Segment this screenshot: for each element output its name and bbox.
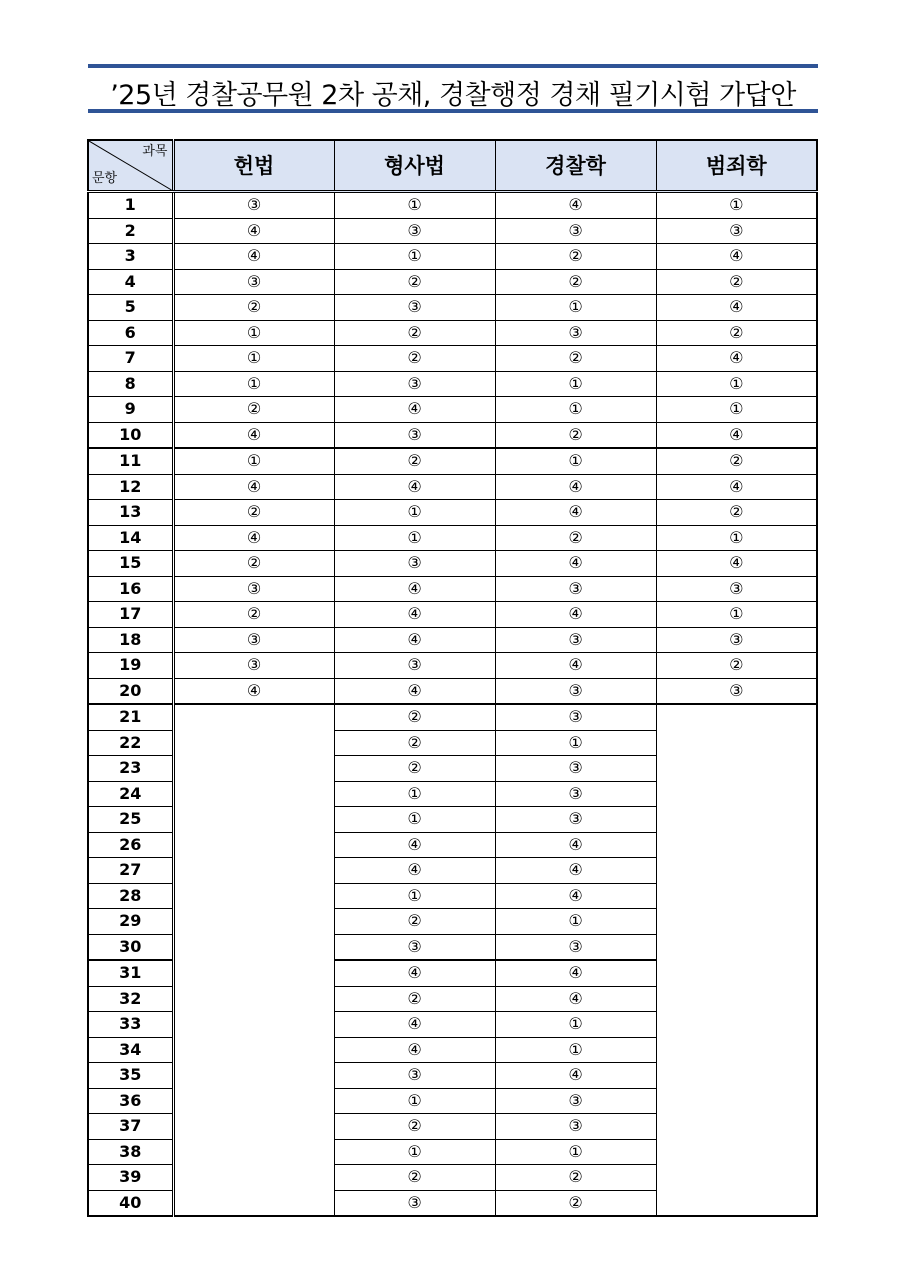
table-row — [88, 295, 817, 321]
answer-cell-police-science: ① — [495, 1139, 656, 1165]
answer-cell-criminal-law: ① — [334, 1088, 495, 1114]
answer-cell-criminology: ④ — [656, 422, 817, 448]
question-number: 36 — [88, 1088, 173, 1114]
question-number: 37 — [88, 1114, 173, 1140]
answer-cell-criminal-law: ④ — [334, 474, 495, 500]
question-number: 23 — [88, 756, 173, 782]
answer-cell-criminal-law: ② — [334, 756, 495, 782]
answer-cell-constitution: ② — [173, 500, 334, 526]
question-number: 32 — [88, 986, 173, 1012]
answer-cell-constitution: ③ — [173, 627, 334, 653]
answer-cell-criminal-law: ③ — [334, 653, 495, 679]
question-number: 40 — [88, 1190, 173, 1216]
question-number: 1 — [88, 192, 173, 219]
question-number: 8 — [88, 371, 173, 397]
answer-cell-constitution: ③ — [173, 576, 334, 602]
table-row — [88, 602, 817, 628]
answer-cell-police-science: ② — [495, 269, 656, 295]
question-number: 31 — [88, 960, 173, 986]
answer-cell-police-science: ④ — [495, 986, 656, 1012]
answer-cell-constitution: ② — [173, 551, 334, 577]
subject-header-criminology: 범죄학 — [656, 140, 817, 192]
answer-cell-constitution: ② — [173, 602, 334, 628]
table-row — [88, 551, 817, 577]
answer-cell-criminal-law: ③ — [334, 1063, 495, 1089]
empty-cell-criminology — [656, 704, 817, 1216]
answer-cell-criminal-law: ① — [334, 500, 495, 526]
answer-cell-police-science: ④ — [495, 960, 656, 986]
answer-cell-criminal-law: ② — [334, 1114, 495, 1140]
answer-cell-criminal-law: ④ — [334, 1012, 495, 1038]
table-row — [88, 576, 817, 602]
answer-cell-criminal-law: ③ — [334, 295, 495, 321]
question-number: 7 — [88, 346, 173, 372]
question-number: 11 — [88, 448, 173, 474]
answer-cell-criminology: ① — [656, 192, 817, 219]
answer-cell-criminal-law: ① — [334, 781, 495, 807]
corner-question-label: 문항 — [92, 171, 118, 186]
question-number: 4 — [88, 269, 173, 295]
answer-cell-criminal-law: ① — [334, 525, 495, 551]
answer-table-body — [88, 192, 817, 1217]
answer-cell-police-science: ③ — [495, 756, 656, 782]
question-number: 3 — [88, 244, 173, 270]
answer-cell-police-science: ② — [495, 346, 656, 372]
answer-cell-criminal-law: ③ — [334, 422, 495, 448]
question-number: 27 — [88, 858, 173, 884]
answer-cell-criminal-law: ③ — [334, 218, 495, 244]
answer-cell-police-science: ④ — [495, 832, 656, 858]
table-row — [88, 269, 817, 295]
answer-cell-police-science: ③ — [495, 1088, 656, 1114]
answer-cell-police-science: ④ — [495, 653, 656, 679]
answer-cell-constitution: ③ — [173, 653, 334, 679]
answer-cell-criminology: ① — [656, 602, 817, 628]
question-number: 24 — [88, 781, 173, 807]
answer-table — [87, 139, 818, 1217]
question-number: 22 — [88, 730, 173, 756]
answer-cell-constitution: ④ — [173, 422, 334, 448]
answer-cell-police-science: ③ — [495, 576, 656, 602]
answer-cell-constitution: ④ — [173, 525, 334, 551]
answer-cell-criminology: ④ — [656, 244, 817, 270]
answer-cell-criminology: ② — [656, 320, 817, 346]
question-number: 14 — [88, 525, 173, 551]
answer-cell-criminal-law: ④ — [334, 1037, 495, 1063]
header-row — [88, 140, 817, 192]
answer-cell-criminology: ③ — [656, 576, 817, 602]
answer-cell-constitution: ④ — [173, 474, 334, 500]
question-number: 9 — [88, 397, 173, 423]
answer-cell-police-science: ③ — [495, 934, 656, 960]
question-number: 6 — [88, 320, 173, 346]
answer-cell-criminal-law: ② — [334, 320, 495, 346]
answer-cell-criminology: ③ — [656, 678, 817, 704]
question-number: 29 — [88, 909, 173, 935]
question-number: 20 — [88, 678, 173, 704]
answer-cell-criminal-law: ② — [334, 1165, 495, 1191]
table-row — [88, 448, 817, 474]
table-row — [88, 627, 817, 653]
answer-cell-criminal-law: ④ — [334, 602, 495, 628]
answer-cell-criminal-law: ② — [334, 704, 495, 730]
question-number: 17 — [88, 602, 173, 628]
question-number: 39 — [88, 1165, 173, 1191]
question-number: 21 — [88, 704, 173, 730]
answer-cell-criminal-law: ② — [334, 986, 495, 1012]
answer-cell-criminology: ④ — [656, 474, 817, 500]
answer-cell-police-science: ① — [495, 448, 656, 474]
subject-header-criminal-law: 형사법 — [334, 140, 495, 192]
table-row — [88, 500, 817, 526]
answer-cell-police-science: ① — [495, 1012, 656, 1038]
question-number: 13 — [88, 500, 173, 526]
answer-cell-criminal-law: ① — [334, 883, 495, 909]
answer-cell-criminal-law: ④ — [334, 627, 495, 653]
answer-cell-criminal-law: ① — [334, 244, 495, 270]
table-row — [88, 678, 817, 704]
corner-cell — [88, 140, 173, 192]
answer-cell-constitution: ④ — [173, 678, 334, 704]
answer-cell-criminology: ② — [656, 269, 817, 295]
answer-cell-criminal-law: ② — [334, 909, 495, 935]
table-row — [88, 422, 817, 448]
answer-cell-police-science: ④ — [495, 551, 656, 577]
answer-cell-criminology: ④ — [656, 346, 817, 372]
answer-cell-criminal-law: ② — [334, 346, 495, 372]
answer-cell-criminology: ④ — [656, 295, 817, 321]
answer-cell-constitution: ④ — [173, 218, 334, 244]
answer-cell-police-science: ③ — [495, 218, 656, 244]
answer-cell-police-science: ② — [495, 1190, 656, 1216]
question-number: 15 — [88, 551, 173, 577]
answer-cell-police-science: ② — [495, 422, 656, 448]
table-row — [88, 192, 817, 219]
answer-cell-police-science: ① — [495, 909, 656, 935]
answer-cell-criminology: ① — [656, 525, 817, 551]
answer-cell-police-science: ① — [495, 295, 656, 321]
question-number: 2 — [88, 218, 173, 244]
answer-cell-constitution: ② — [173, 295, 334, 321]
answer-cell-constitution: ① — [173, 371, 334, 397]
question-number: 10 — [88, 422, 173, 448]
answer-cell-police-science: ③ — [495, 704, 656, 730]
answer-cell-constitution: ① — [173, 320, 334, 346]
answer-cell-criminal-law: ② — [334, 730, 495, 756]
answer-cell-police-science: ① — [495, 1037, 656, 1063]
answer-cell-police-science: ③ — [495, 678, 656, 704]
table-row — [88, 525, 817, 551]
answer-cell-police-science: ③ — [495, 320, 656, 346]
answer-cell-constitution: ① — [173, 346, 334, 372]
corner-subject-label: 과목 — [142, 144, 168, 159]
answer-cell-criminology: ① — [656, 371, 817, 397]
table-row — [88, 320, 817, 346]
answer-cell-police-science: ② — [495, 1165, 656, 1191]
question-number: 30 — [88, 934, 173, 960]
answer-cell-police-science: ④ — [495, 602, 656, 628]
answer-cell-constitution: ① — [173, 448, 334, 474]
question-number: 25 — [88, 807, 173, 833]
table-row — [88, 704, 817, 730]
answer-cell-criminal-law: ① — [334, 1139, 495, 1165]
answer-cell-criminology: ③ — [656, 218, 817, 244]
answer-cell-criminal-law: ① — [334, 192, 495, 219]
answer-cell-police-science: ③ — [495, 627, 656, 653]
question-number: 19 — [88, 653, 173, 679]
answer-cell-criminology: ② — [656, 653, 817, 679]
question-number: 38 — [88, 1139, 173, 1165]
subject-header-constitution: 헌법 — [173, 140, 334, 192]
answer-cell-police-science: ④ — [495, 192, 656, 219]
answer-cell-police-science: ③ — [495, 1114, 656, 1140]
answer-cell-constitution: ③ — [173, 269, 334, 295]
table-row — [88, 397, 817, 423]
answer-cell-criminal-law: ④ — [334, 832, 495, 858]
answer-cell-criminology: ③ — [656, 627, 817, 653]
answer-cell-police-science: ④ — [495, 1063, 656, 1089]
question-number: 16 — [88, 576, 173, 602]
answer-cell-criminal-law: ① — [334, 807, 495, 833]
answer-cell-police-science: ② — [495, 525, 656, 551]
answer-cell-criminology: ④ — [656, 551, 817, 577]
answer-cell-criminal-law: ② — [334, 448, 495, 474]
subject-header-police-science: 경찰학 — [495, 140, 656, 192]
question-number: 34 — [88, 1037, 173, 1063]
question-number: 18 — [88, 627, 173, 653]
table-row — [88, 474, 817, 500]
title-banner — [88, 64, 818, 113]
answer-cell-criminal-law: ② — [334, 269, 495, 295]
answer-cell-criminal-law: ④ — [334, 960, 495, 986]
answer-cell-police-science: ④ — [495, 883, 656, 909]
answer-cell-police-science: ② — [495, 244, 656, 270]
answer-cell-police-science: ④ — [495, 474, 656, 500]
answer-cell-police-science: ④ — [495, 858, 656, 884]
empty-cell-constitution — [173, 704, 334, 1216]
question-number: 35 — [88, 1063, 173, 1089]
answer-cell-criminal-law: ④ — [334, 858, 495, 884]
answer-cell-criminal-law: ③ — [334, 551, 495, 577]
answer-cell-criminal-law: ③ — [334, 1190, 495, 1216]
question-number: 12 — [88, 474, 173, 500]
answer-cell-police-science: ① — [495, 730, 656, 756]
answer-cell-police-science: ① — [495, 397, 656, 423]
answer-cell-police-science: ④ — [495, 500, 656, 526]
answer-cell-police-science: ③ — [495, 807, 656, 833]
question-number: 33 — [88, 1012, 173, 1038]
answer-cell-criminal-law: ③ — [334, 934, 495, 960]
answer-cell-police-science: ① — [495, 371, 656, 397]
question-number: 26 — [88, 832, 173, 858]
table-row — [88, 346, 817, 372]
answer-cell-police-science: ③ — [495, 781, 656, 807]
page-title: ’25년 경찰공무원 2차 공채, 경찰행정 경채 필기시험 가답안 — [110, 80, 796, 111]
answer-cell-criminology: ② — [656, 500, 817, 526]
answer-cell-constitution: ② — [173, 397, 334, 423]
table-row — [88, 218, 817, 244]
answer-cell-criminal-law: ③ — [334, 371, 495, 397]
table-row — [88, 371, 817, 397]
answer-cell-constitution: ③ — [173, 192, 334, 219]
table-row — [88, 244, 817, 270]
answer-cell-criminology: ① — [656, 397, 817, 423]
answer-cell-criminal-law: ④ — [334, 678, 495, 704]
answer-cell-criminal-law: ④ — [334, 576, 495, 602]
answer-cell-criminology: ② — [656, 448, 817, 474]
answer-cell-criminal-law: ④ — [334, 397, 495, 423]
table-row — [88, 653, 817, 679]
answer-cell-constitution: ④ — [173, 244, 334, 270]
question-number: 28 — [88, 883, 173, 909]
question-number: 5 — [88, 295, 173, 321]
